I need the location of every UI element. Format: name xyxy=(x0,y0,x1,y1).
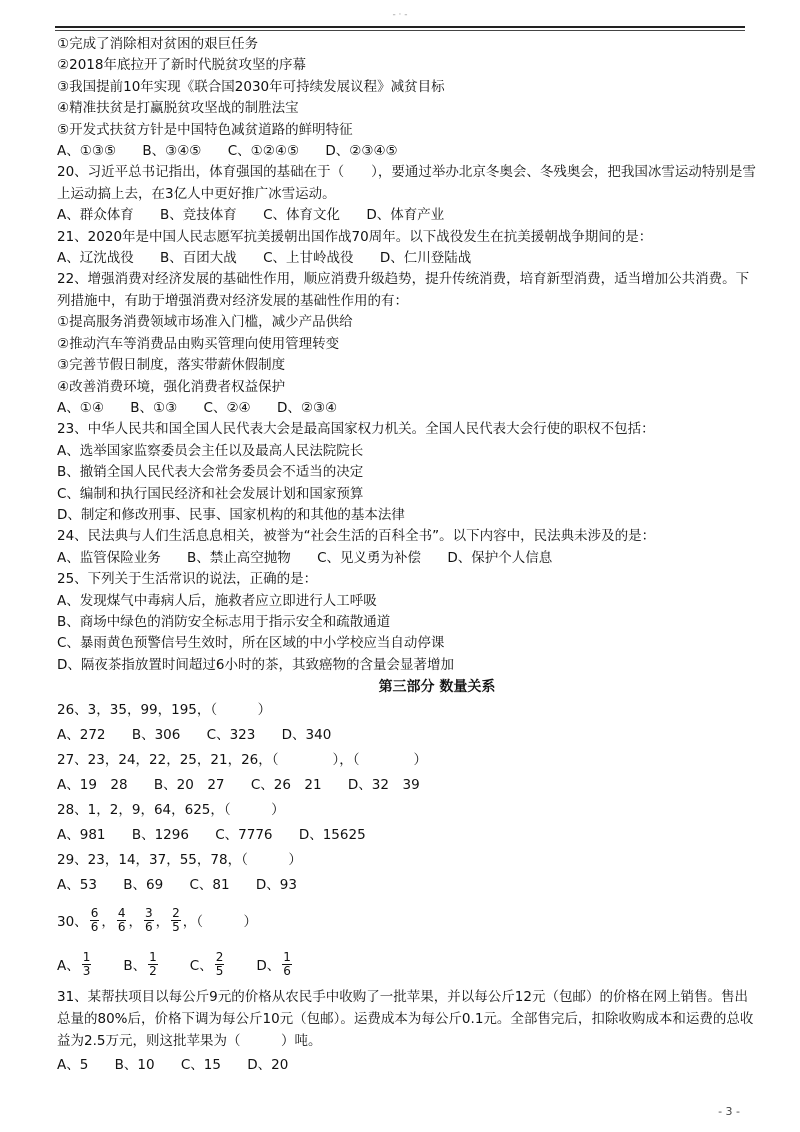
q30-fraction-3 xyxy=(144,907,154,934)
q30-option-c-fraction xyxy=(215,951,225,978)
q22-stem: 22、增强消费对经济发展的基础性作用，顺应消费升级趋势，提升传统消费，培育新型消费，适当增加公共消费。下列措施中，有助于增强消费对经济发展的基础性作用的有： xyxy=(57,271,750,309)
q30-option-a-num: 1 xyxy=(82,949,91,964)
header-rule-thin xyxy=(55,30,745,31)
q23-option-d: D、制定和修改刑事、民事、国家机构的和其他的基本法律 xyxy=(57,506,405,523)
q19-option-c: C、①②④⑤ xyxy=(227,143,300,160)
q24-options xyxy=(57,548,757,569)
q30-sep: ， xyxy=(101,914,115,931)
q25-option-c: C、暴雨黄色预警信号生效时，所在区域的中小学校应当自动停课 xyxy=(57,635,445,652)
q30-blank: ，（ ） xyxy=(182,914,257,931)
q30-stem xyxy=(57,898,757,942)
q20-option-c: C、体育文化 xyxy=(263,207,341,224)
q25-option-b: B、商场中绿色的消防安全标志用于指示安全和疏散通道 xyxy=(57,613,391,630)
q31-option-c: C、15 xyxy=(180,1057,221,1074)
q24-option-c: C、见义勇为补偿 xyxy=(317,549,422,566)
q28-option-d: D、15625 xyxy=(298,827,366,844)
q26-stem: 26、3，35，99，195，（ ） xyxy=(57,702,272,719)
q29-option-d: D、93 xyxy=(255,877,297,894)
q30-option-a xyxy=(57,951,93,978)
q30-option-c-den: 5 xyxy=(215,963,224,978)
q29-stem: 29、23，14，37，55，78，（ ） xyxy=(57,852,302,869)
q22-option-b: B、①③ xyxy=(130,399,178,416)
q25-stem: 25、下列关于生活常识的说法，正确的是： xyxy=(57,571,318,588)
q26-option-c: C、323 xyxy=(206,727,256,744)
q29-options xyxy=(57,873,757,898)
q21-option-b: B、百团大战 xyxy=(160,250,237,267)
q27-stem: 27、23，24，22，25，21，26，（ ），（ ） xyxy=(57,752,427,769)
q30-option-a-label: A、 xyxy=(57,958,80,975)
q19-options xyxy=(57,141,757,162)
q31-option-b: B、10 xyxy=(114,1057,155,1074)
q23-option-b: B、撤销全国人民代表大会常务委员会不适当的决定 xyxy=(57,464,364,481)
q28-options xyxy=(57,823,757,848)
q30-option-b xyxy=(123,951,159,978)
q30-option-d xyxy=(256,951,294,978)
q30-sep: ， xyxy=(128,914,142,931)
q22-options xyxy=(57,398,757,419)
q27-option-c: C、26 21 xyxy=(250,777,322,794)
q30-option-b-label: B、 xyxy=(123,958,147,975)
q29-option-c: C、81 xyxy=(189,877,230,894)
q23-stem: 23、中华人民共和国全国人民代表大会是最高国家权力机关。全国人民代表大会行使的职权不包括： xyxy=(57,421,655,438)
q28-option-b: B、1296 xyxy=(131,827,189,844)
q20-options xyxy=(57,205,757,226)
q30-options xyxy=(57,942,757,986)
q20-option-a: A、群众体育 xyxy=(57,207,134,224)
q30-option-d-num: 1 xyxy=(283,949,291,964)
q19-item-3: ③我国提前10年实现《联合国2030年可持续发展议程》减贫目标 xyxy=(57,78,445,95)
q20-stem: 20、习近平总书记指出，体育强国的基础在于（ ），要通过举办北京冬奥会、冬残奥会，把我国冰雪运动特别是雪上运动搞上去，在3亿人中更好推广冰雪运动。 xyxy=(57,164,756,202)
q19-item-4: ④精准扶贫是打赢脱贫攻坚战的制胜法宝 xyxy=(57,100,299,117)
section-title: 第三部分 数量关系 xyxy=(378,679,496,696)
q28-stem: 28、1，2，9，64，625，（ ） xyxy=(57,802,285,819)
q30-option-c xyxy=(190,951,227,978)
q31-stem: 31、某帮扶项目以每公斤9元的价格从农民手中收购了一批苹果，并以每公斤12元（包邮）的价格在网上销售。售出总量的80%后，价格下调为每公斤10元（包邮）。运费成本为每公斤0.1元。全部售完后，扣除收购成本和运费的总收益为2.5万元，则这批苹果为（ ）吨。 xyxy=(57,989,754,1050)
q22-option-d: D、②③④ xyxy=(276,399,338,416)
q22-option-c: C、②④ xyxy=(203,399,251,416)
q22-item-1: ①提高服务消费领域市场准入门槛，减少产品供给 xyxy=(57,314,353,331)
q24-stem: 24、民法典与人们生活息息相关，被誉为“社会生活的百科全书”。以下内容中，民法典未涉及的是： xyxy=(57,528,656,545)
q28-option-c: C、7776 xyxy=(215,827,273,844)
page-content xyxy=(57,34,757,1078)
header-mark: - · - xyxy=(392,10,408,20)
q30-option-d-label: D、 xyxy=(256,958,281,975)
q30-fraction-4-num: 2 xyxy=(172,905,180,920)
q27-options xyxy=(57,773,757,798)
q30-option-b-fraction xyxy=(148,951,158,978)
q30-option-c-num: 2 xyxy=(215,949,224,964)
q21-options xyxy=(57,248,757,269)
q21-option-c: C、上甘岭战役 xyxy=(263,250,354,267)
q30-option-d-den: 6 xyxy=(283,963,291,978)
q24-option-a: A、监管保险业务 xyxy=(57,549,161,566)
q30-fraction-1-num: 6 xyxy=(90,905,99,920)
q30-fraction-1-den: 6 xyxy=(90,919,99,934)
q30-option-a-fraction xyxy=(82,951,92,978)
q25-option-d: D、隔夜茶指放置时间超过6小时的茶，其致癌物的含量会显著增加 xyxy=(57,656,454,673)
q31-options xyxy=(57,1052,757,1078)
q22-item-2: ②推动汽车等消费品由购买管理向使用管理转变 xyxy=(57,335,340,352)
q19-option-b: B、③④⑤ xyxy=(142,143,202,160)
q21-option-d: D、仁川登陆战 xyxy=(379,250,472,267)
q30-fraction-4 xyxy=(171,907,181,934)
q30-fraction-3-den: 6 xyxy=(144,919,153,934)
q30-option-d-fraction xyxy=(282,951,292,978)
q30-fraction-2-num: 4 xyxy=(117,905,126,920)
header-rule xyxy=(55,26,745,28)
q31-option-d: D、20 xyxy=(247,1057,289,1074)
q21-stem: 21、2020年是中国人民志愿军抗美援朝出国作战70周年。以下战役发生在抗美援朝战争期间的是： xyxy=(57,228,653,245)
q30-option-a-den: 3 xyxy=(82,963,91,978)
q30-prefix: 30、 xyxy=(57,914,88,931)
q26-option-d: D、340 xyxy=(281,727,332,744)
page-number: - 3 - xyxy=(718,1105,740,1118)
q26-option-a: A、272 xyxy=(57,727,106,744)
q19-item-5: ⑤开发式扶贫方针是中国特色减贫道路的鲜明特征 xyxy=(57,121,353,138)
q30-option-b-den: 2 xyxy=(149,963,157,978)
q30-fraction-4-den: 5 xyxy=(172,919,180,934)
q30-option-b-num: 1 xyxy=(149,949,157,964)
q22-option-a: A、①④ xyxy=(57,399,104,416)
q27-option-b: B、20 27 xyxy=(153,777,225,794)
q31-option-a: A、5 xyxy=(57,1057,89,1074)
q30-fraction-2-den: 6 xyxy=(117,919,126,934)
q19-item-1: ①完成了消除相对贫困的艰巨任务 xyxy=(57,36,259,52)
q20-option-b: B、竞技体育 xyxy=(160,207,237,224)
q19-option-a: A、①③⑤ xyxy=(57,143,117,160)
q24-option-d: D、保护个人信息 xyxy=(447,549,553,566)
q29-option-b: B、69 xyxy=(123,877,164,894)
q19-item-2: ②2018年底拉开了新时代脱贫攻坚的序幕 xyxy=(57,57,306,74)
q22-item-4: ④改善消费环境，强化消费者权益保护 xyxy=(57,378,286,395)
q24-option-b: B、禁止高空抛物 xyxy=(187,549,291,566)
q27-option-d: D、32 39 xyxy=(347,777,420,794)
q23-option-c: C、编制和执行国民经济和社会发展计划和国家预算 xyxy=(57,485,364,502)
q22-item-3: ③完善节假日制度，落实带薪休假制度 xyxy=(57,357,286,374)
q25-option-a: A、发现煤气中毒病人后，施救者应立即进行人工呼吸 xyxy=(57,592,377,609)
q21-option-a: A、辽沈战役 xyxy=(57,250,134,267)
q29-option-a: A、53 xyxy=(57,877,97,894)
q27-option-a: A、19 28 xyxy=(57,777,128,794)
q23-option-a: A、选举国家监察委员会主任以及最高人民法院院长 xyxy=(57,442,364,459)
q30-fraction-1 xyxy=(90,907,100,934)
q26-options xyxy=(57,723,757,748)
q30-fraction-2 xyxy=(117,907,127,934)
q30-fraction-3-num: 3 xyxy=(144,905,153,920)
q28-option-a: A、981 xyxy=(57,827,106,844)
q20-option-d: D、体育产业 xyxy=(366,207,445,224)
q30-sep: ， xyxy=(155,914,170,931)
q19-option-d: D、②③④⑤ xyxy=(325,143,398,160)
q26-option-b: B、306 xyxy=(131,727,181,744)
q30-option-c-label: C、 xyxy=(189,958,213,975)
